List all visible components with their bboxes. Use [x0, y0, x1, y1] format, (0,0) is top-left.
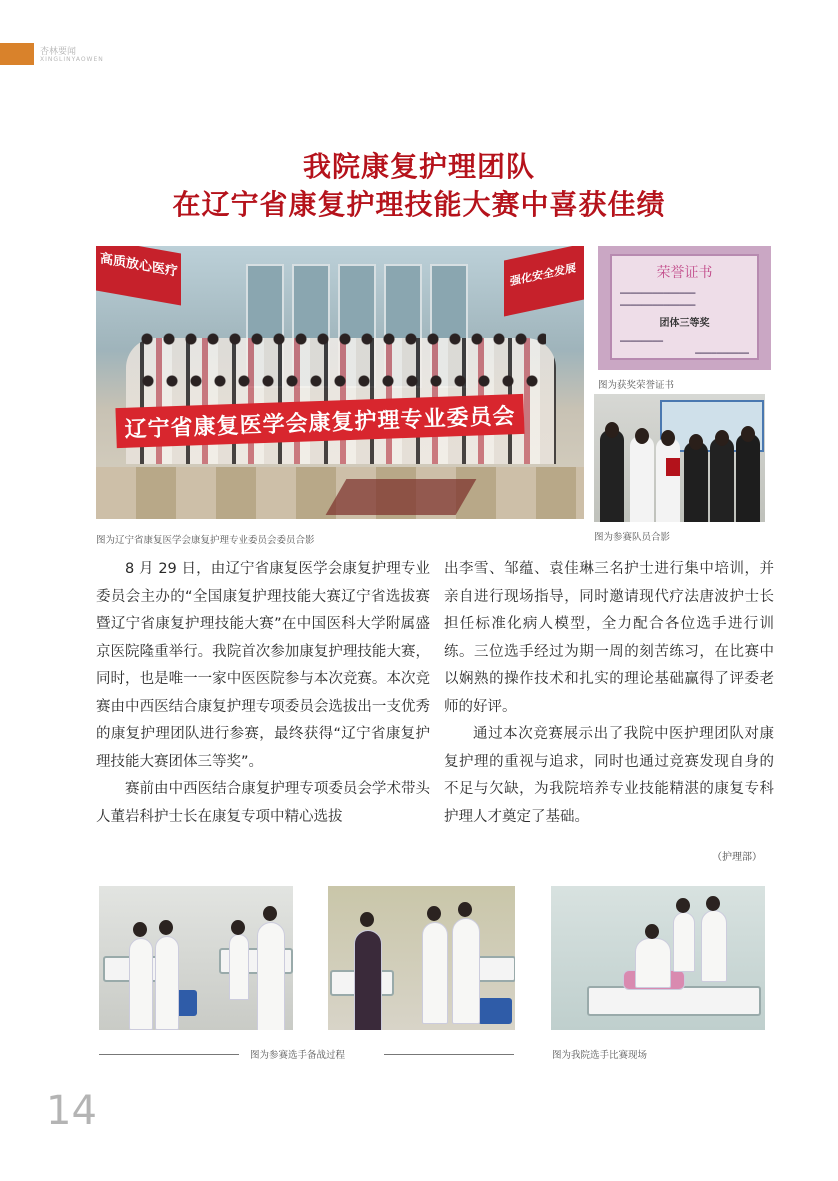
nurse-figure: [257, 922, 285, 1030]
team-member-head: [715, 430, 729, 446]
judge-head: [706, 896, 720, 911]
article-paragraph: 赛前由中西医结合康复护理专项委员会学术带头人董岩科护士长在康复专项中精心选拔: [96, 781, 430, 825]
article-signature: （护理部）: [712, 852, 762, 863]
section-marker: [0, 43, 34, 65]
training-photo-2: [328, 886, 515, 1030]
committee-banner: 辽宁省康复医学会康复护理专业委员会: [115, 394, 524, 448]
team-member-head: [605, 422, 619, 438]
team-member-head: [689, 434, 703, 450]
nurse-head: [231, 920, 245, 935]
front-row-heads: [130, 374, 550, 388]
wall-banner-left: 高质放心医疗: [96, 246, 181, 305]
article-title-line2: 在辽宁省康复护理技能大赛中喜获佳绩: [172, 188, 666, 221]
wheelchair: [478, 998, 512, 1024]
nurse-head: [458, 902, 472, 917]
training-caption: 图为参赛选手备战过程: [250, 1050, 346, 1061]
certificate-caption: 图为获奖荣誉证书: [598, 380, 675, 391]
team-member-head: [741, 426, 755, 442]
training-photo-1: [99, 886, 293, 1030]
certificate-text-line: ▁▁▁▁▁▁▁▁▁▁▁▁▁▁: [620, 286, 696, 294]
certificate-text-line: ▁▁▁▁▁▁▁▁▁▁▁▁▁▁: [620, 298, 696, 306]
floor-rug: [326, 479, 477, 515]
article-paragraph: 8 月 29 日，由辽宁省康复医学会康复护理专业委员会主办的“全国康复护理技能大赛辽宁省选拔赛暨辽宁省康复护理技能大赛”在中国医科大学附属盛京医院隆重举行。我院首次参加康复护理技能大赛，同时，也是唯一一家中医医院参与本次竞赛。本次竞赛由中西医结合康复护理专项委员会选拔出一支优秀的康复护理团队进行参赛，最终获得“辽宁省康复护理技能大赛团体三等奖”。: [96, 561, 430, 770]
hospital-bed: [587, 986, 761, 1016]
article-left-column: [96, 556, 430, 831]
certificate-photo: [598, 246, 771, 370]
judge-figure: [673, 912, 695, 972]
back-row-heads: [136, 332, 546, 346]
competition-photo: [551, 886, 765, 1030]
judge-figure: [701, 910, 727, 982]
held-certificate: [666, 458, 680, 476]
wall-banner-right: 强化安全发展: [504, 246, 584, 317]
team-member: [656, 438, 680, 522]
team-member: [684, 442, 708, 522]
certificate-page: [610, 254, 759, 360]
certificate-award: 团体三等奖: [659, 318, 710, 329]
nurse-figure: [129, 938, 153, 1030]
nurse-head: [427, 906, 441, 921]
certificate-text-line: ▁▁▁▁▁▁▁▁▁▁: [695, 346, 749, 354]
group-photo: [96, 246, 584, 519]
nurse-figure: [422, 922, 448, 1024]
page-number: 14: [46, 1088, 97, 1134]
article-paragraph-continued: 出李雪、邹蕴、袁佳琳三名护士进行集中培训，并亲自进行现场指导，同时邀请现代疗法唐波护士长担任标准化病人模型，全力配合各位选手进行训练。三位选手经过为期一周的刻苦练习，在比赛中以娴熟的操作技术和扎实的理论基础赢得了评委老师的好评。: [444, 561, 774, 715]
team-member: [710, 438, 734, 522]
team-photo: [594, 394, 765, 522]
instructor-figure: [354, 930, 382, 1030]
caption-rule: [99, 1054, 239, 1055]
nurse-figure: [635, 938, 671, 988]
nurse-head: [645, 924, 659, 939]
competition-caption: 图为我院选手比赛现场: [552, 1050, 648, 1061]
team-member-head: [635, 428, 649, 444]
team-member: [736, 434, 760, 522]
article-title-line1: 我院康复护理团队: [302, 150, 535, 183]
nurse-head: [133, 922, 147, 937]
article-right-column: [444, 556, 774, 831]
caption-rule: [384, 1054, 514, 1055]
judge-head: [676, 898, 690, 913]
certificate-heading: 荣誉证书: [656, 265, 713, 281]
team-member: [630, 436, 654, 522]
certificate-text-line: ▁▁▁▁▁▁▁▁: [620, 334, 664, 342]
group-photo-caption: 图为辽宁省康复医学会康复护理专业委员会委员合影: [96, 535, 315, 546]
nurse-figure: [155, 936, 179, 1030]
team-member: [600, 430, 624, 522]
article-paragraph: 通过本次竞赛展示出了我院中医护理团队对康复护理的重视与追求，同时也通过竞赛发现自身的不足与欠缺，为我院培养专业技能精湛的康复专科护理人才奠定了基础。: [444, 726, 774, 825]
team-photo-caption: 图为参赛队员合影: [594, 532, 671, 543]
nurse-figure: [452, 918, 480, 1024]
team-member-head: [661, 430, 675, 446]
instructor-head: [360, 912, 374, 927]
nurse-figure: [229, 934, 249, 1000]
section-pinyin: XINGLINYAOWEN: [40, 56, 104, 63]
nurse-head: [159, 920, 173, 935]
section-name: 杏林要闻: [40, 47, 77, 57]
nurse-head: [263, 906, 277, 921]
